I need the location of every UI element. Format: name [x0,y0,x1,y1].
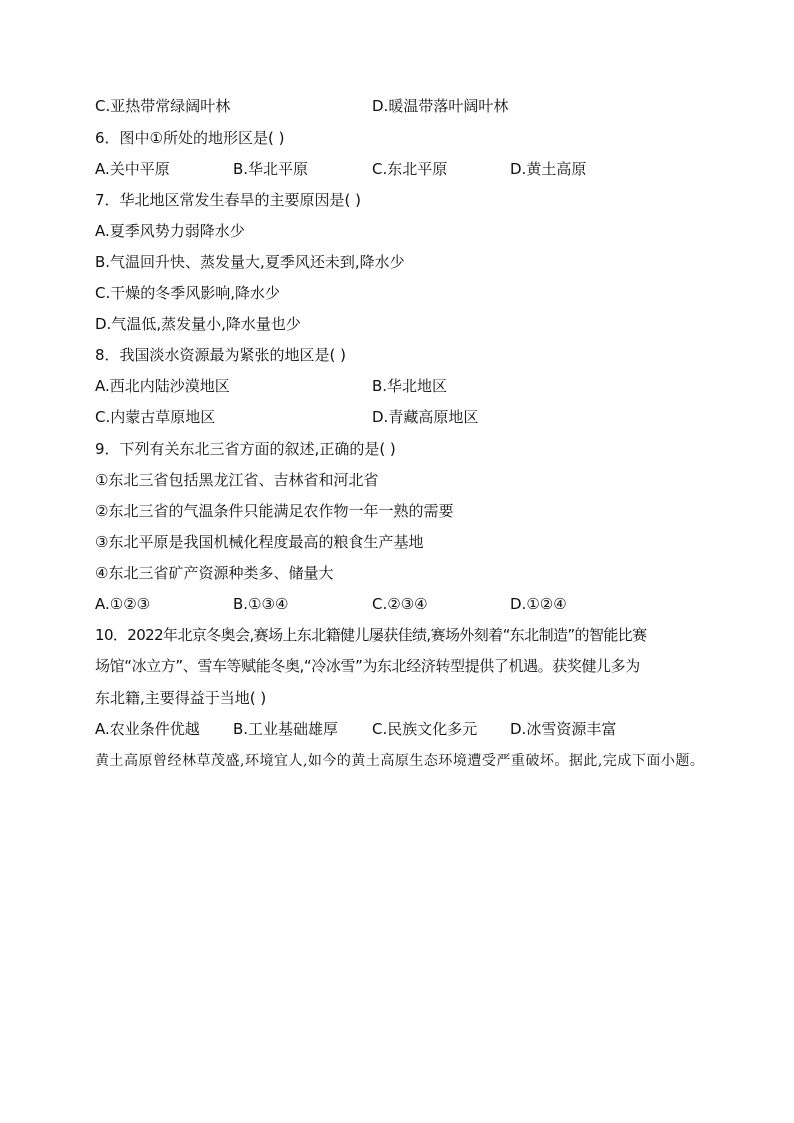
q9-option-c: C.②③④ [372,595,428,613]
q7-option-b: B.气温回升快、蒸发量大,夏季风还未到,降水少 [95,253,405,271]
q9-option-d: D.①②④ [510,595,567,613]
q10-option-a: A.农业条件优越 [95,720,200,738]
q6-option-d: D.黄土高原 [510,160,587,178]
q9-statement-2: ②东北三省的气温条件只能满足农作物一年一熟的需要 [95,502,454,520]
q9-option-b: B.①③④ [233,595,289,613]
q9-statement-4: ④东北三省矿产资源种类多、储量大 [95,564,334,582]
q8-option-c: C.内蒙古草原地区 [95,408,216,426]
q7-stem: 7．华北地区常发生春旱的主要原因是( ) [95,191,362,209]
q7-option-d: D.气温低,蒸发量小,降水量也少 [95,315,301,333]
material-paragraph: 黄土高原曾经林草茂盛,环境宜人,如今的黄土高原生态环境遭受严重破坏。据此,完成下面小题。 [95,753,705,769]
q6-option-b: B.华北平原 [233,160,309,178]
q10-stem-line-2: 场馆“冰立方”、雪车等赋能冬奥,“冷冰雪”为东北经济转型提供了机遇。获奖健儿多为 [95,657,640,675]
q7-option-a: A.夏季风势力弱降水少 [95,222,245,240]
q6-option-a: A.关中平原 [95,160,170,178]
q9-option-a: A.①②③ [95,595,151,613]
q10-option-d: D.冰雪资源丰富 [510,720,617,738]
q10-option-c: C.民族文化多元 [372,720,478,738]
q10-option-b: B.工业基础雄厚 [233,720,339,738]
q7-option-c: C.干燥的冬季风影响,降水少 [95,284,281,302]
q8-option-d: D.青藏高原地区 [372,408,479,426]
q6-stem: 6．图中①所处的地形区是( ) [95,129,285,147]
q5-option-d: D.暖温带落叶阔叶林 [372,97,509,115]
q9-stem: 9．下列有关东北三省方面的叙述,正确的是( ) [95,440,396,458]
q5-option-c: C.亚热带常绿阔叶林 [95,97,231,115]
q9-statement-3: ③东北平原是我国机械化程度最高的粮食生产基地 [95,533,424,551]
q8-stem: 8．我国淡水资源最为紧张的地区是( ) [95,346,347,364]
q10-stem-line-1: 10．2022年北京冬奥会,赛场上东北籍健儿屡获佳绩,赛场外刻着“东北制造”的智能比赛 [95,626,647,644]
q9-statement-1: ①东北三省包括黑龙江省、吉林省和河北省 [95,471,379,489]
q6-option-c: C.东北平原 [372,160,448,178]
q8-option-a: A.西北内陆沙漠地区 [95,377,230,395]
q8-option-b: B.华北地区 [372,377,448,395]
q10-stem-line-3: 东北籍,主要得益于当地( ) [95,689,267,707]
